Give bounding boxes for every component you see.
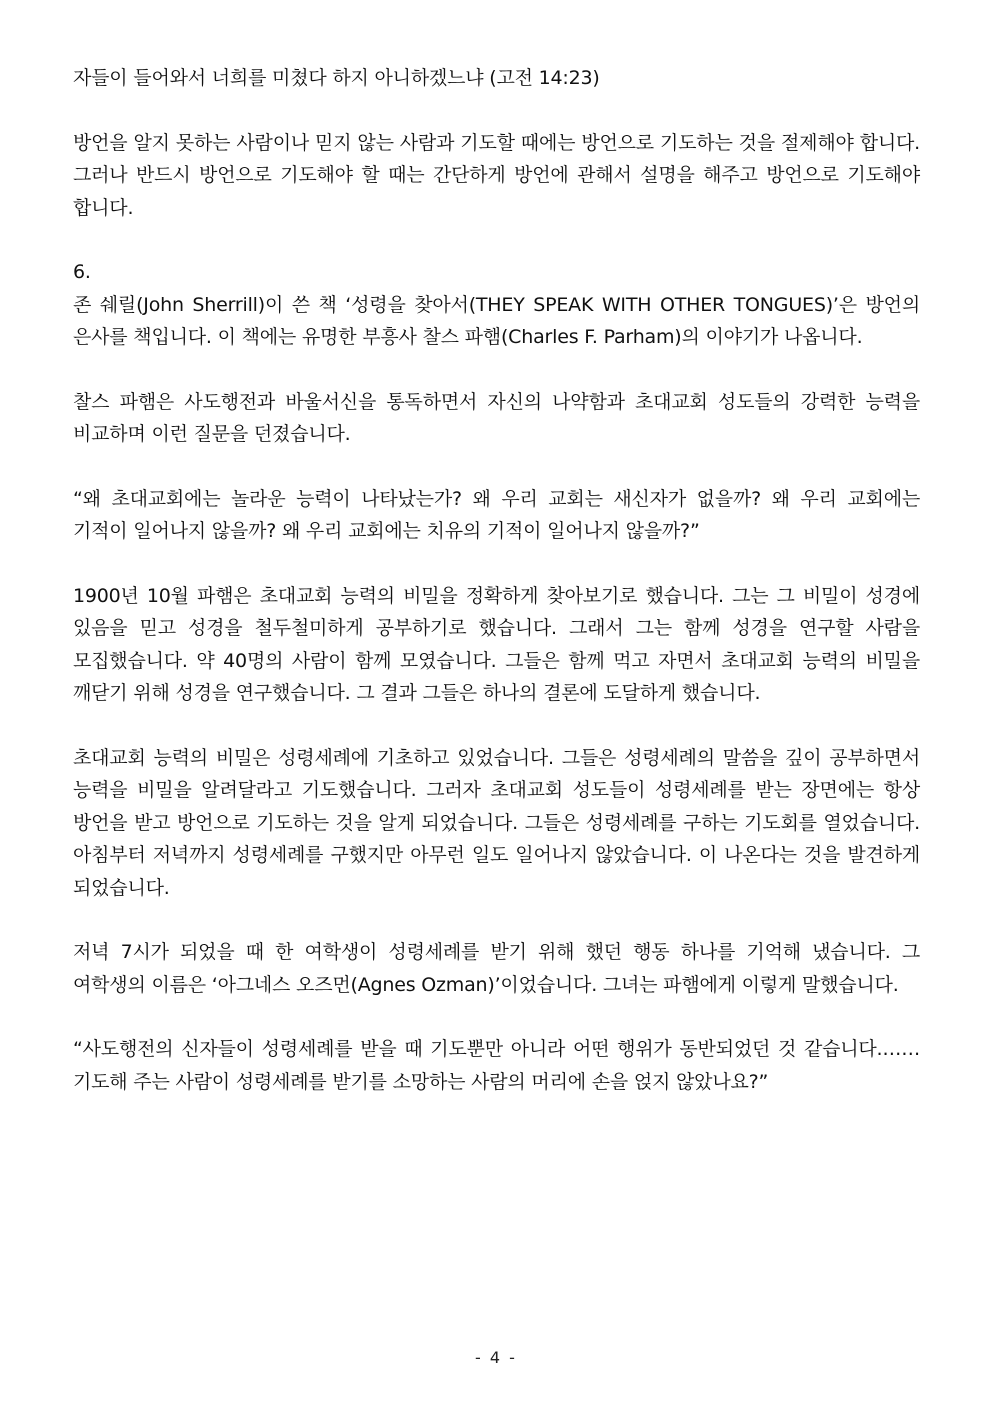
paragraph-1900-study: 1900년 10월 파햄은 초대교회 능력의 비밀을 정확하게 찾아보기로 했습니다. 그는 그 비밀이 성경에 있음을 믿고 성경을 철두철미하게 공부하기로 했습니다. 그래서 그는 함께 성경을 연구할 사람을 모집했습니다. 약 40명의 사람이 함께 모였습니다. 그들은 함께 먹고 자면서 초대교회 능력의 비밀을 깨닫기 위해 성경을 연구했습니다. 그 결과 그들은 하나의 결론에 도달하게 했습니다. — [73, 584, 920, 704]
paragraph-spirit-baptism-secret: 초대교회 능력의 비밀은 성령세례에 기초하고 있었습니다. 그들은 성령세례의 말씀을 깊이 공부하면서 능력을 비밀을 알려달라고 기도했습니다. 그러자 초대교회 성도들이 성령세례를 받는 장면에는 항상 방언을 받고 방언으로 기도하는 것을 알게 되었습니다. 그들은 성령세례를 구하는 기도회를 열었습니다. 아침부터 저녁까지 성령세례를 구했지만 아무런 일도 일어나지 않았습니다. 이 나온다는 것을 발견하게 되었습니다. — [73, 746, 920, 899]
paragraph-spacer — [73, 548, 920, 580]
paragraph-spacer — [73, 354, 920, 386]
paragraph-spacer — [73, 1001, 920, 1033]
paragraph-book-intro: 존 쉐릴(John Sherrill)이 쓴 책 ‘성령을 찾아서(THEY SPEAK WITH OTHER TONGUES)’은 방언의 은사를 책입니다. 이 책에는 유명한 부흥사 찰스 파햄(Charles F. Parham)의 이야기가 나옵니다. — [73, 293, 920, 348]
section-number: 6. — [73, 261, 91, 283]
paragraph-parham-question: 찰스 파햄은 사도행전과 바울서신을 통독하면서 자신의 나약함과 초대교회 성도들의 강력한 능력을 비교하며 이런 질문을 던졌습니다. — [73, 390, 920, 445]
page-number: - 4 - — [475, 1348, 517, 1367]
paragraph-spacer — [73, 904, 920, 936]
paragraph-spacer — [73, 710, 920, 742]
paragraph-quote-questions: “왜 초대교회에는 놀라운 능력이 나타났는가? 왜 우리 교회는 새신자가 없을까? 왜 우리 교회에는 기적이 일어나지 않을까? 왜 우리 교회에는 치유의 기적이 일어나지 않을까?” — [73, 487, 920, 542]
paragraph-verse-continuation: 자들이 들어와서 너희를 미쳤다 하지 아니하겠느냐 (고전 14:23) — [73, 67, 600, 89]
paragraph-tongues-restraint: 방언을 알지 못하는 사람이나 믿지 않는 사람과 기도할 때에는 방언으로 기도하는 것을 절제해야 합니다. 그러나 반드시 방언으로 기도해야 할 때는 간단하게 방언에 관해서 설명을 해주고 방언으로 기도해야 합니다. — [73, 131, 920, 219]
paragraph-spacer — [73, 224, 920, 256]
paragraph-spacer — [73, 451, 920, 483]
paragraph-agnes-ozman: 저녁 7시가 되었을 때 한 여학생이 성령세례를 받기 위해 했던 행동 하나를 기억해 냈습니다. 그 여학생의 이름은 ‘아그네스 오즈먼(Agnes Ozman)’이었습니다. 그녀는 파햄에게 이렇게 말했습니다. — [73, 941, 920, 996]
document-body — [73, 62, 920, 1098]
paragraph-laying-on-hands-quote: “사도행전의 신자들이 성령세례를 받을 때 기도뿐만 아니라 어떤 행위가 동반되었던 것 같습니다.…… 기도해 주는 사람이 성령세례를 받기를 소망하는 사람의 머리에 손을 얹지 않았나요?” — [73, 1038, 920, 1093]
